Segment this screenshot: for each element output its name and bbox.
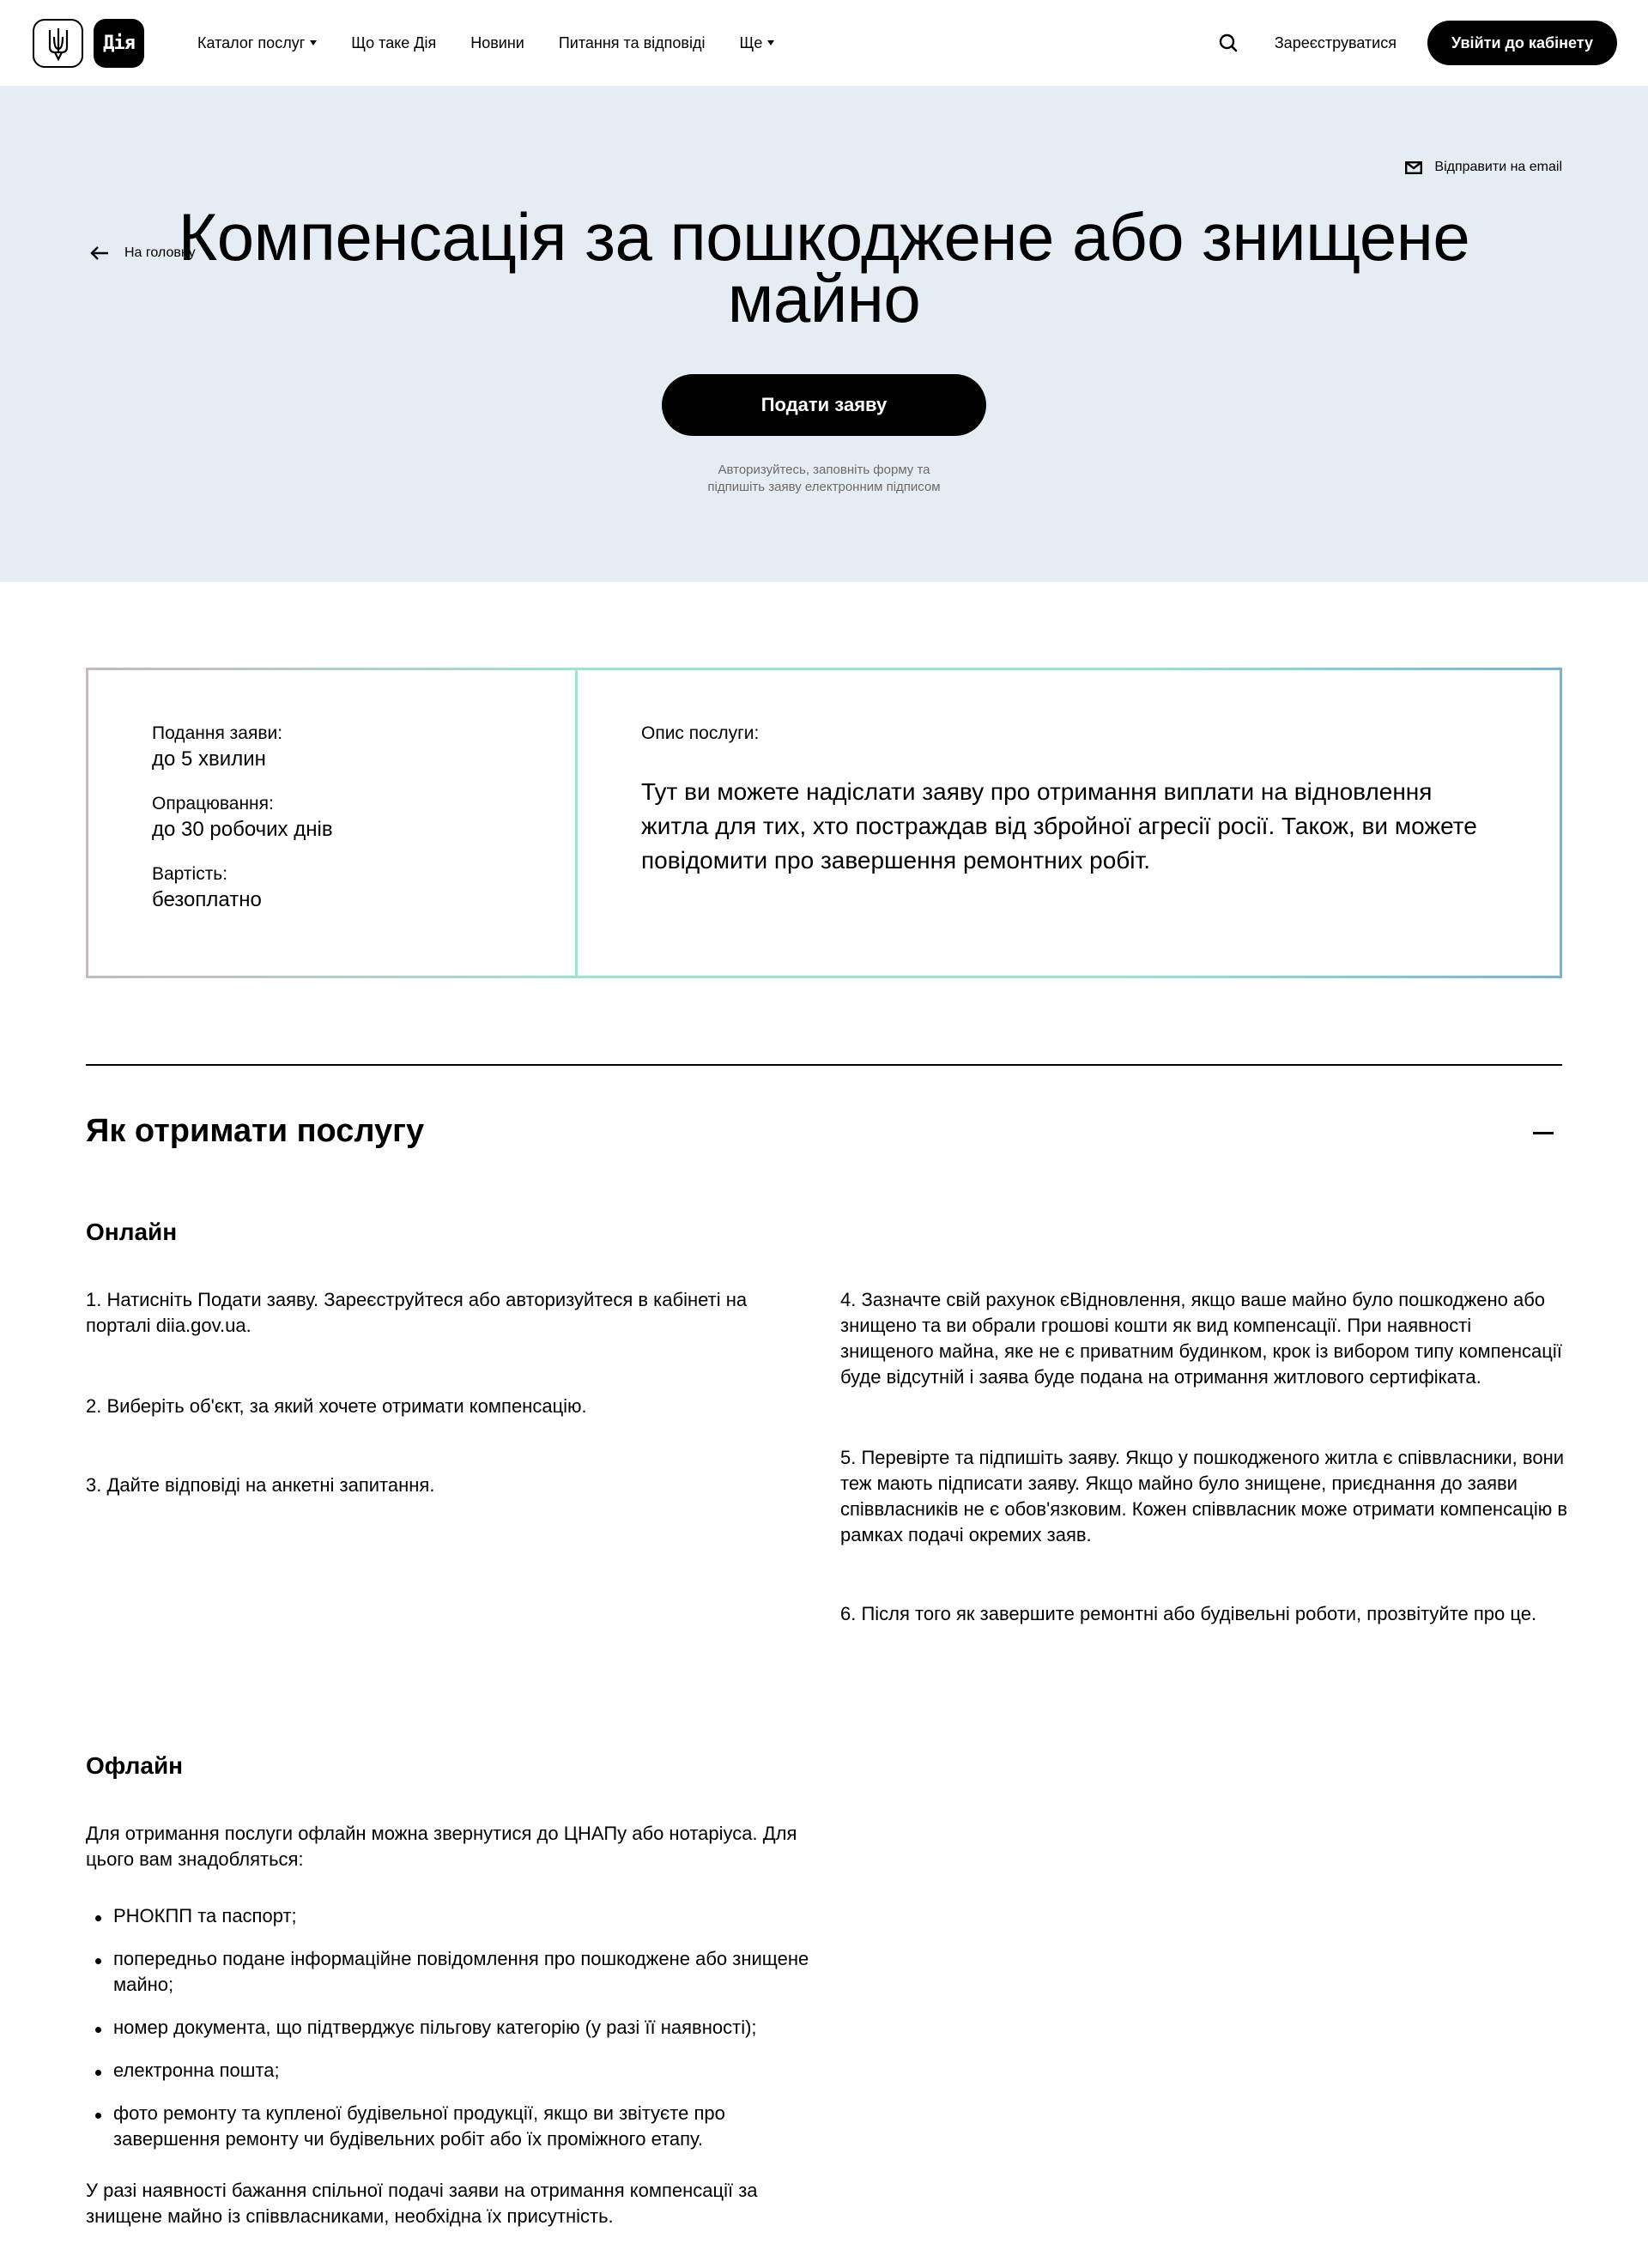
step-2: 2. Виберіть об'єкт, за який хочете отримати компенсацію. <box>86 1395 587 1417</box>
nav-news-label: Новини <box>470 33 524 51</box>
offline-requirements <box>86 1903 824 2152</box>
offline-intro: Для отримання послуги офлайн можна звернутися до ЦНАПу або нотаріуса. Для цього вам знадобляться: <box>86 1823 797 1870</box>
diia-logo[interactable] <box>94 19 144 68</box>
submission-time-label: Подання заяви: <box>152 723 283 743</box>
nav-more[interactable] <box>739 34 774 52</box>
apply-hint-line2: підпишіть заяву електронним підписом <box>707 480 941 494</box>
requirement-item: РНОКПП та паспорт; <box>86 1903 824 1929</box>
how-to-title[interactable]: Як отримати послугу <box>86 1113 425 1149</box>
section-divider <box>86 1064 1562 1066</box>
nav-catalog[interactable] <box>197 34 317 52</box>
diia-logo-text: Дія <box>103 33 135 54</box>
cost-label: Вартість: <box>152 864 228 884</box>
online-steps-right <box>840 1287 1570 1627</box>
trident-icon <box>47 27 70 61</box>
requirement-item: попередньо подане інформаційне повідомлення про пошкоджене або знищене майно; <box>86 1946 824 1998</box>
service-info-card <box>86 668 1562 978</box>
description-text: Тут ви можете надіслати заяву про отримання виплати на відновлення житла для тих, хто постраждав від збройної агресії росії. Також, ви можете повідомити про завершення ремонтних робіт. <box>641 778 1477 874</box>
step-5: 5. Перевірте та підпишіть заяву. Якщо у пошкодженого житла є співвласники, вони теж мають підписати заяву. Якщо майно було знищене, приєднання до заяви співвласників не є обов'язковим. Кожен співвласник може отримати компенсацію в рамках подачі окремих заяв. <box>840 1447 1568 1545</box>
caret-down-icon <box>767 40 774 45</box>
back-link-label: На головну <box>124 245 196 260</box>
requirement-item: електронна пошта; <box>86 2058 824 2084</box>
offline-title: Офлайн <box>86 1752 184 1779</box>
cost-value: безоплатно <box>152 888 262 911</box>
apply-button-label: Подати заяву <box>760 394 888 415</box>
step-4: 4. Зазначте свій рахунок єВідновлення, якщо ваше майно було пошкоджено або знищено та ви обрали грошові кошти як вид компенсації. При наявності знищеного майна, яке не є приватним будинком, крок із вибором типу компенсації буде відсутній і заява буде подана на отримання житлового сертифіката. <box>840 1289 1562 1388</box>
processing-time-label: Опрацювання: <box>152 794 274 813</box>
site-header <box>0 0 1648 86</box>
apply-button[interactable] <box>662 374 986 436</box>
submission-time-value: до 5 хвилин <box>152 747 266 771</box>
header-actions <box>1215 0 1617 86</box>
send-email-label: Відправити на email <box>1434 160 1562 174</box>
service-facts <box>88 670 578 976</box>
nav-about-label: Що таке Дія <box>351 33 437 51</box>
nav-about[interactable] <box>351 34 436 52</box>
hero-section <box>0 86 1648 582</box>
minus-icon <box>1533 1132 1554 1134</box>
mail-icon <box>1405 161 1422 174</box>
search-button[interactable] <box>1215 29 1242 57</box>
nav-news[interactable] <box>470 34 524 52</box>
step-6: 6. Після того як завершите ремонтні або будівельні роботи, прозвітуйте про це. <box>840 1603 1537 1624</box>
service-description <box>578 670 1560 976</box>
nav-more-label: Ще <box>739 33 763 51</box>
processing-time-value: до 30 робочих днів <box>152 818 333 841</box>
register-link[interactable]: Зареєструватися <box>1274 33 1397 51</box>
apply-hint <box>0 462 1648 496</box>
step-3: 3. Дайте відповіді на анкетні запитання. <box>86 1474 435 1496</box>
login-button[interactable] <box>1427 21 1617 65</box>
trident-logo[interactable] <box>33 19 83 68</box>
nav-faq[interactable] <box>559 34 706 52</box>
offline-note: У разі наявності бажання спільної подачі заяви на отримання компенсації за знищене майно із співвласниками, необхідна їх присутність. <box>86 2180 758 2227</box>
collapse-button[interactable] <box>1533 1124 1555 1141</box>
offline-content <box>86 1821 824 2229</box>
caret-down-icon <box>310 40 317 45</box>
send-email-link[interactable] <box>1405 160 1562 175</box>
description-label: Опис послуги: <box>641 723 760 743</box>
page-title: Компенсація за пошкоджене або знищене майно <box>178 199 1470 336</box>
nav-catalog-label: Каталог послуг <box>197 33 306 51</box>
apply-hint-line1: Авторизуйтесь, заповніть форму та <box>718 463 930 477</box>
search-icon <box>1218 33 1239 53</box>
step-1: 1. Натисніть Подати заяву. Зареєструйтеся або авторизуйтеся в кабінеті на порталі diia.gov.ua. <box>86 1289 748 1336</box>
requirement-item: номер документа, що підтверджує пільгову категорію (у разі її наявності); <box>86 2015 824 2041</box>
nav-faq-label: Питання та відповіді <box>558 33 706 51</box>
requirement-item: фото ремонту та купленої будівельної продукції, якщо ви звітуєте про завершення ремонту чи будівельних робіт або їх проміжного етапу. <box>86 2101 824 2152</box>
login-button-label: Увійти до кабінету <box>1451 33 1593 51</box>
online-title: Онлайн <box>86 1219 178 1245</box>
online-steps-left <box>86 1287 798 1498</box>
main-nav <box>197 0 774 86</box>
